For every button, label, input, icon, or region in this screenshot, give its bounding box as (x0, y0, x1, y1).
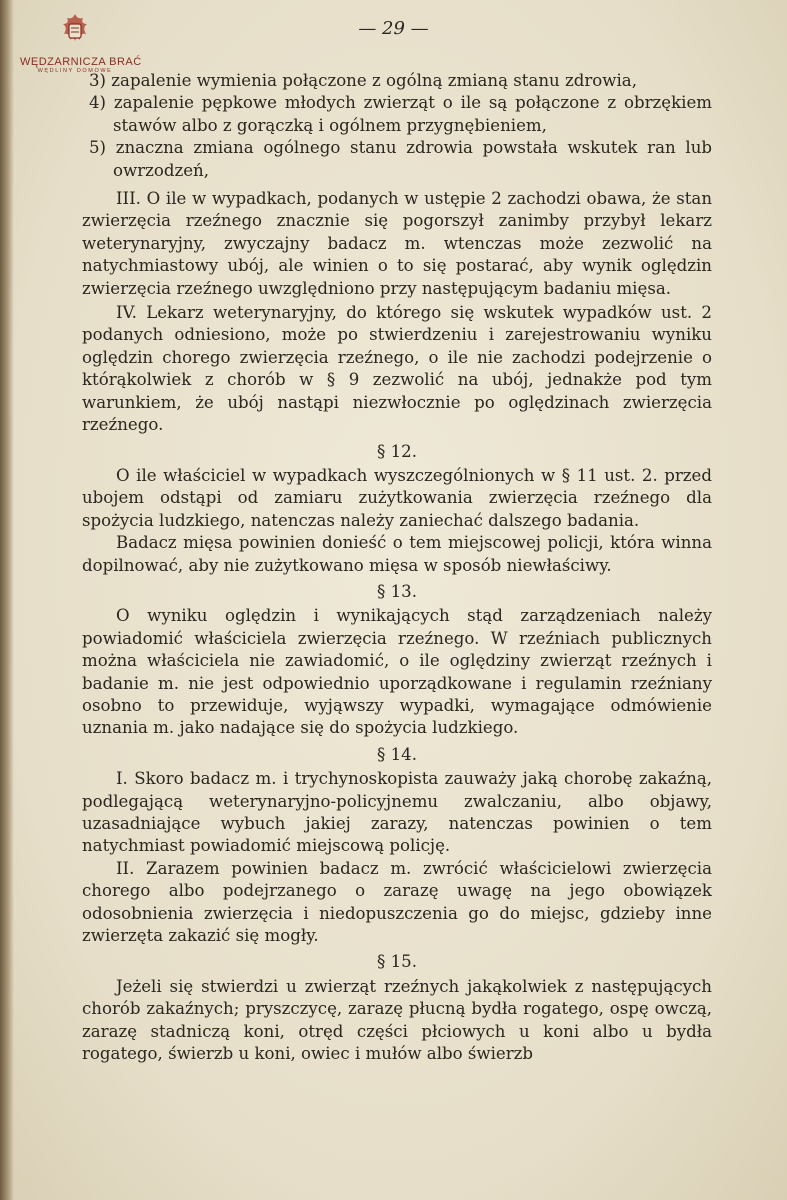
paragraph: O ile właściciel w wypadkach wyszczególnionych w § 11 ust. 2. przed ubojem odstąpi od zamiaru zużytkowania zwierzęcia rzeźnego dla spożycia ludzkiego, natenczas należy zaniechać dalszego badania. (82, 465, 712, 530)
page-text (82, 70, 712, 1065)
list-item: 3) zapalenie wymienia połączone z ogólną zmianą stanu zdrowia, (89, 71, 637, 90)
paragraph: Jeżeli się stwierdzi u zwierząt rzeźnych jakąkolwiek z następujących chorób zakaźnych; pryszczycę, zarazę płucną bydła rogatego, ospę owczą, zarazę stadniczą koni, otręd części płciowych u koni albo u bydła rogatego, świerzb u koni, owiec i mułów albo świerzb (82, 976, 712, 1064)
watermark-brand: WĘDZARNICZA BRAĆ (20, 56, 142, 68)
section-heading-12: § 12. (377, 441, 417, 461)
section-heading-15: § 15. (377, 952, 417, 972)
list-item: 4) zapalenie pępkowe młodych zwierząt o ile są połączone z obrzękiem stawów albo z gorączką i ogólnem przygnębieniem, (89, 93, 712, 135)
book-spine-shadow (0, 0, 14, 1200)
paragraph: III. O ile w wypadkach, podanych w ustępie 2 zachodzi obawa, że stan zwierzęcia rzeźnego znacznie się pogorszył zanimby przybył lekarz weterynaryjny, zwyczajny badacz m. wtenczas może zezwolić na natychmiastowy ubój, ale winien o to się postarać, aby wynik oględzin zwierzęcia rzeźnego uwzględniono przy następującym badaniu mięsa. (82, 189, 712, 298)
paragraph: IV. Lekarz weterynaryjny, do którego się wskutek wypadków ust. 2 podanych odniesiono, może po stwierdzeniu i zarejestrowaniu wyniku oględzin chorego zwierzęcia rzeźnego, o ile nie zachodzi podejrzenie o którąkolwiek z chorób w § 9 zezwolić na ubój, jednakże pod tym warunkiem, że ubój nastąpi niezwłocznie po oględzinach zwierzęcia rzeźnego. (82, 303, 712, 435)
paragraph: I. Skoro badacz m. i trychynoskopista zauważy jaką chorobę zakaźną, podlegającą weterynaryjno-policyjnemu zwalczaniu, albo objawy, uzasadniające wybuch jakiej zarazy, natenczas powinien o tem natychmiast powiadomić miejscową policję. (82, 769, 712, 856)
section-heading-14: § 14. (377, 744, 417, 764)
page-number: — 29 — (358, 18, 429, 39)
paragraph: II. Zarazem powinien badacz m. zwrócić właścicielowi zwierzęcia chorego albo podejrzanego o zarazę uwagę na jego obowiązek odosobnienia zwierzęcia i niedopuszczenia go do miejsc, gdzieby inne zwierzęta zakazić się mogły. (82, 858, 712, 946)
list-item: 5) znaczna zmiana ogólnego stanu zdrowia powstała wskutek ran lub owrzodzeń, (89, 138, 712, 180)
section-heading-13: § 13. (377, 581, 417, 601)
paragraph: O wyniku oględzin i wynikających stąd zarządzeniach należy powiadomić właściciela zwierzęcia rzeźnego. W rzeźniach publicznych można właściciela nie zawiadomić, o ile oględziny zwierząt rzeźnych i badanie m. nie jest odpowiednio uporządkowane i regulamin rzeźniany osobno to przewiduje, wyjąwszy wypadki, wymagające odmówienie uznania m. jako nadające się do spożycia ludzkiego. (82, 606, 712, 738)
paragraph: Badacz mięsa powinien donieść o tem miejscowej policji, która winna dopilnować, aby nie zużytkowano mięsa w sposób niewłaściwy. (82, 533, 712, 575)
watermark-subtitle: WĘDLINY DOMOWE (37, 68, 113, 74)
